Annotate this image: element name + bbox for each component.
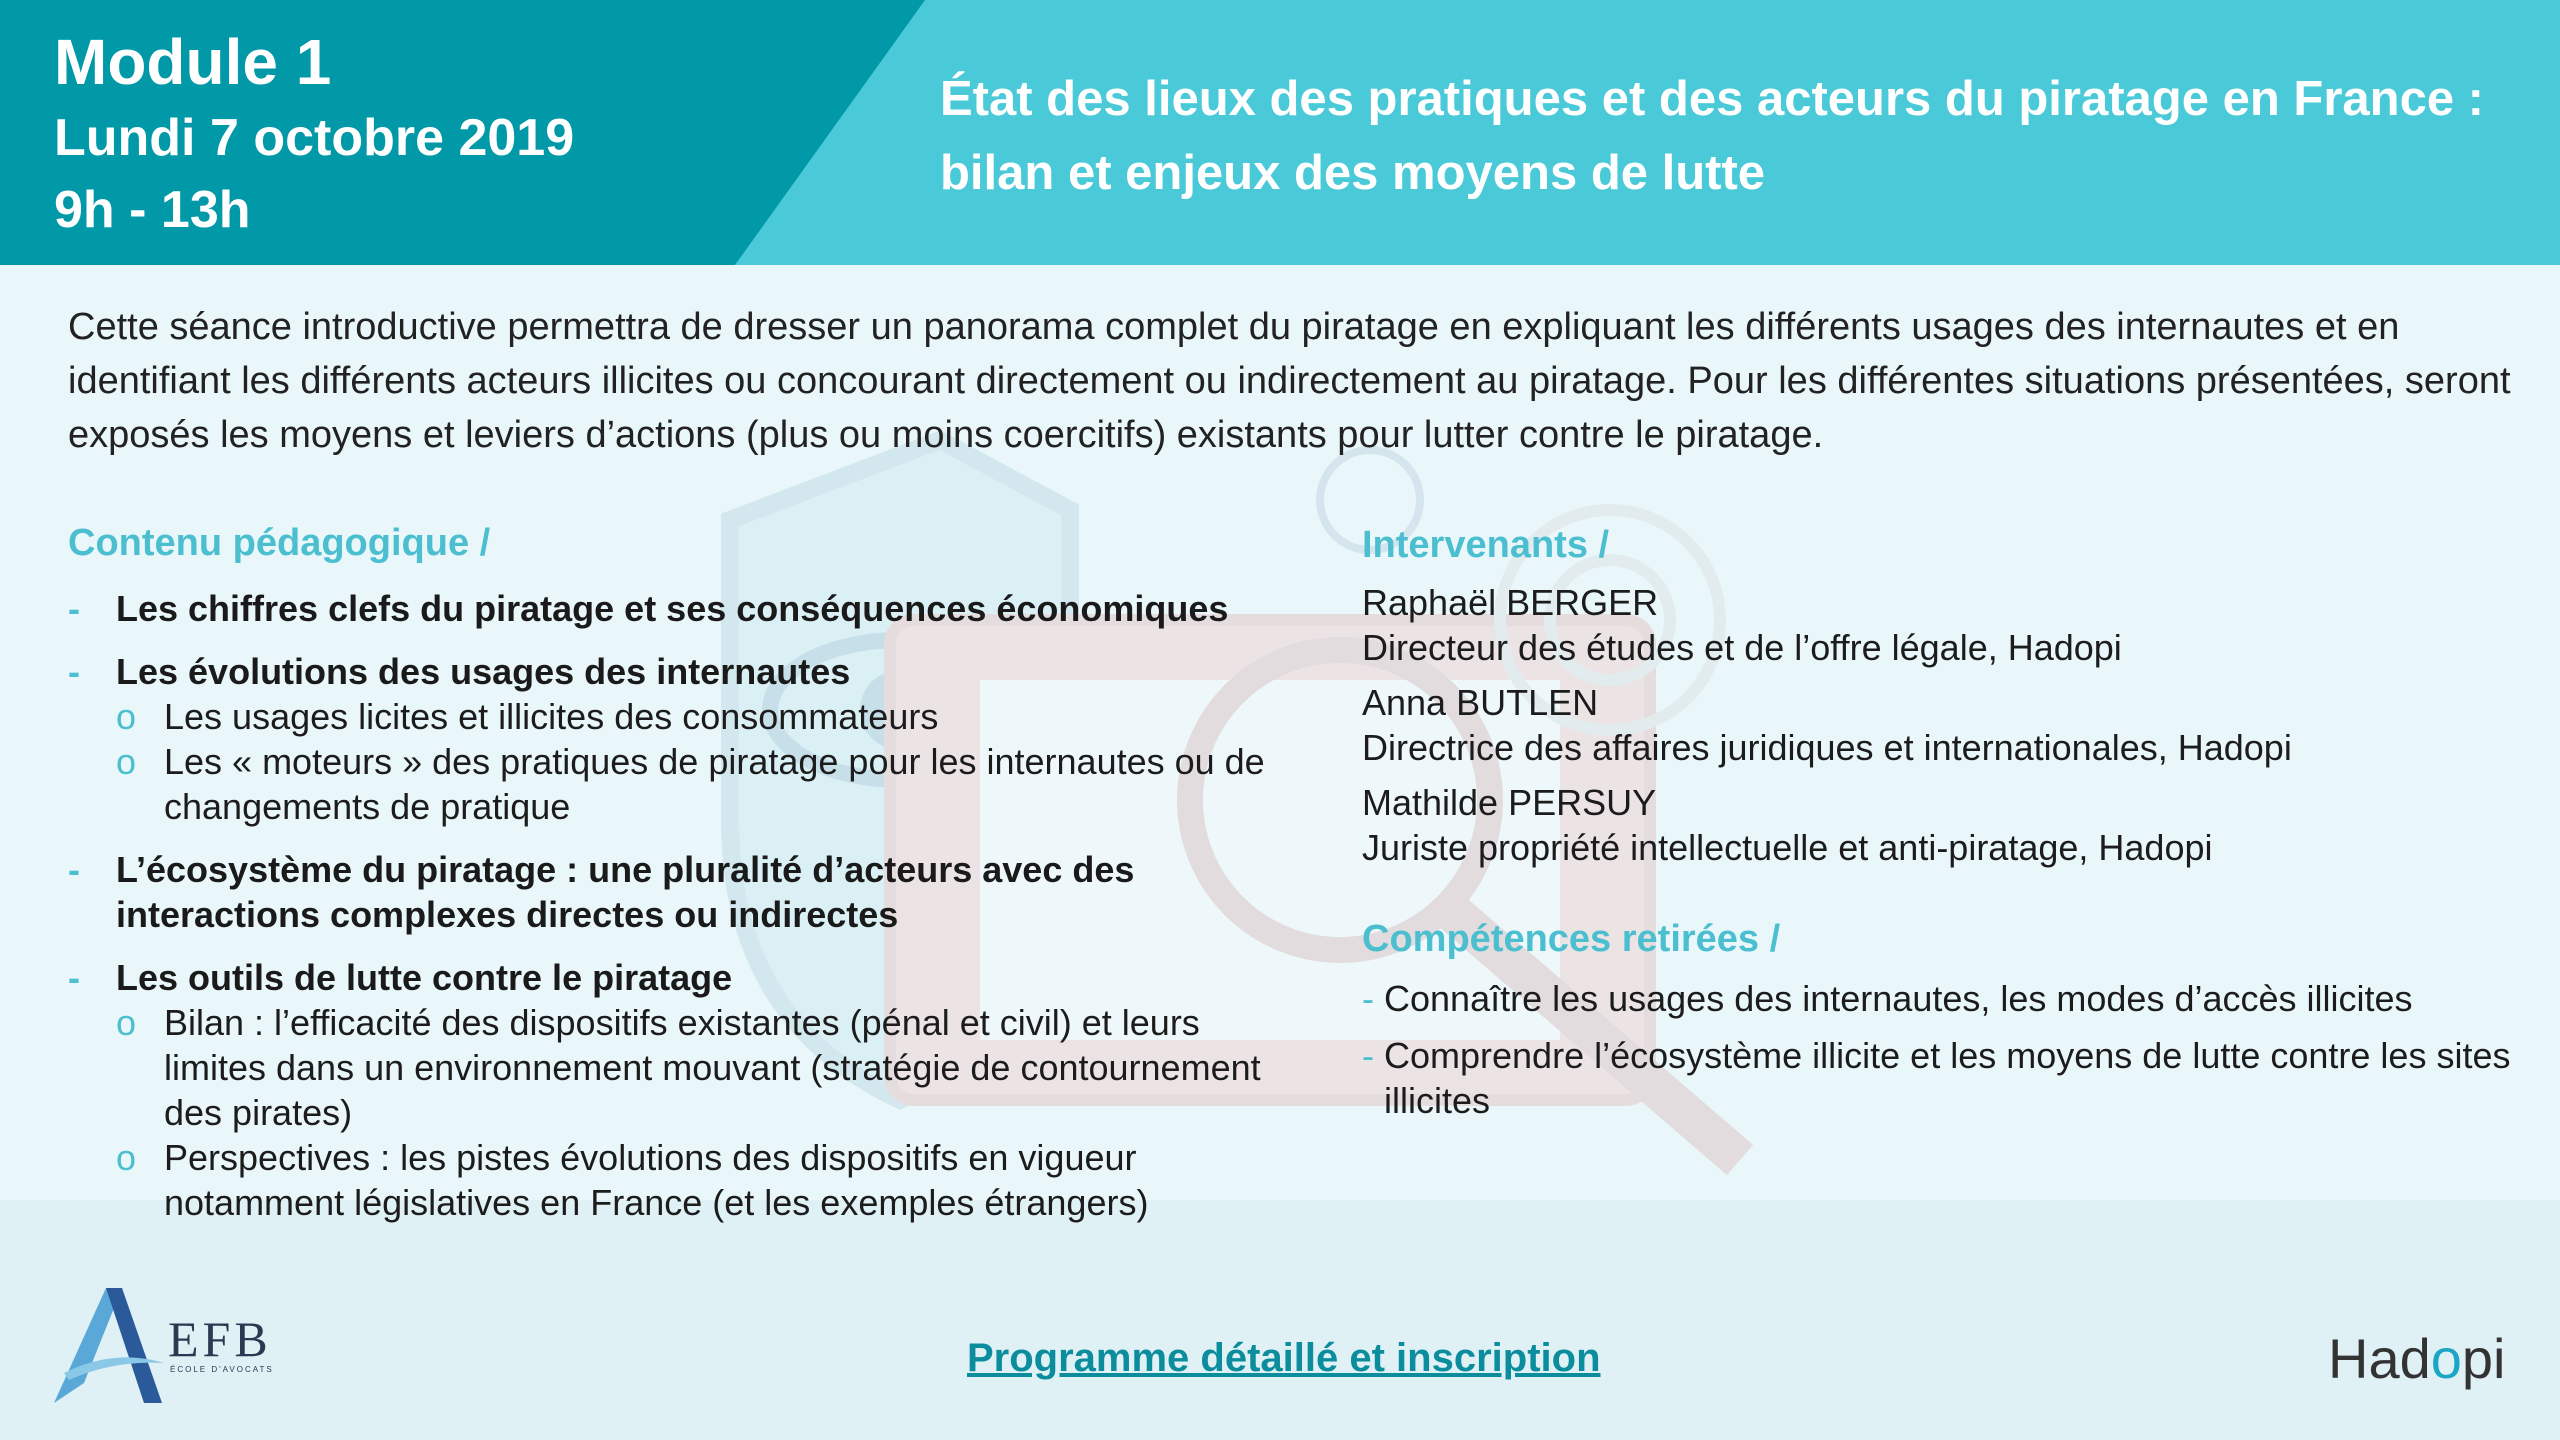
skill-text: Comprendre l’écosystème illicite et les moyens de lutte contre les sites illicites <box>1384 1035 2511 1121</box>
program-registration-link[interactable]: Programme détaillé et inscription <box>967 1336 1601 1380</box>
module-date: Lundi 7 octobre 2019 <box>54 109 575 167</box>
efb-logo-mark <box>44 1278 174 1408</box>
list-item <box>68 847 1308 937</box>
circle-bullet: o <box>116 741 137 782</box>
hadopi-logo-part: pi <box>2461 1327 2506 1390</box>
intervenants-title: Intervenants / <box>1362 524 1610 566</box>
speaker <box>1362 580 2512 670</box>
competences-title: Compétences retirées / <box>1362 918 1781 960</box>
list-item <box>68 586 1308 631</box>
hadopi-logo <box>2328 1326 2505 1391</box>
hadopi-logo-part: Had <box>2328 1327 2431 1390</box>
dash-bullet: - <box>68 849 80 890</box>
module-time: 9h - 13h <box>54 181 251 239</box>
contenu-section <box>68 518 1308 1225</box>
circle-bullet: o <box>116 696 137 737</box>
sub-item-text: Perspectives : les pistes évolutions des dispositifs en vigueur notamment législatives en France (et les exemples étrangers) <box>164 1137 1149 1223</box>
skill-item <box>1362 1033 2512 1123</box>
dash-bullet: - <box>1362 978 1374 1019</box>
sub-item <box>116 739 1308 829</box>
sub-item <box>116 1000 1308 1135</box>
list-item-text: L’écosystème du piratage : une pluralité d’acteurs avec des interactions complexes directes ou indirectes <box>116 849 1135 935</box>
sub-item-text: Bilan : l’efficacité des dispositifs existantes (pénal et civil) et leurs limites dans un environnement mouvant (stratégie de contournement des pirates) <box>164 1002 1261 1133</box>
session-title <box>940 62 2540 210</box>
module-number: Module 1 <box>54 26 332 98</box>
speaker-name: Anna BUTLEN <box>1362 682 1599 723</box>
sub-item <box>116 1135 1308 1225</box>
session-title-line-2: bilan et enjeux des moyens de lutte <box>940 146 1766 200</box>
list-item <box>68 955 1308 1225</box>
list-item-text: Les outils de lutte contre le piratage <box>116 957 733 998</box>
skill-text: Connaître les usages des internautes, les modes d’accès illicites <box>1384 978 2413 1019</box>
module-info <box>54 22 574 246</box>
efb-logo-subtitle: ÉCOLE D'AVOCATS <box>170 1365 274 1374</box>
circle-bullet: o <box>116 1002 137 1043</box>
contenu-title: Contenu pédagogique / <box>68 522 491 564</box>
dash-bullet: - <box>1362 1035 1374 1076</box>
intervenants-section <box>1362 520 2512 1123</box>
dash-bullet: - <box>68 957 80 998</box>
speaker-role: Directeur des études et de l’offre légale, Hadopi <box>1362 627 2122 668</box>
speaker <box>1362 680 2512 770</box>
list-item-text: Les chiffres clefs du piratage et ses conséquences économiques <box>116 588 1229 629</box>
speaker-name: Raphaël BERGER <box>1362 582 1659 623</box>
intro-paragraph: Cette séance introductive permettra de dresser un panorama complet du piratage en expliquant les différents usages des internautes et en identifiant les différents acteurs illicites ou concourant directement ou indirectement au piratage. Pour les différentes situations présentées, seront exposés les moyens et leviers d’actions (plus ou moins coercitifs) existants pour lutter contre le piratage. <box>68 306 2511 456</box>
skill-item <box>1362 976 2512 1021</box>
session-title-line-1: État des lieux des pratiques et des acteurs du piratage en France : <box>940 72 2485 126</box>
speaker-role: Juriste propriété intellectuelle et anti-piratage, Hadopi <box>1362 827 2213 868</box>
dash-bullet: - <box>68 651 80 692</box>
sub-item-text: Les usages licites et illicites des consommateurs <box>164 696 939 737</box>
sub-item-text: Les « moteurs » des pratiques de piratage pour les internautes ou de changements de pratique <box>164 741 1265 827</box>
list-item-text: Les évolutions des usages des internautes <box>116 651 851 692</box>
circle-bullet: o <box>116 1137 137 1178</box>
speaker-role: Directrice des affaires juridiques et internationales, Hadopi <box>1362 727 2292 768</box>
hadopi-logo-accent: o <box>2430 1327 2462 1390</box>
dash-bullet: - <box>68 588 80 629</box>
speaker <box>1362 780 2512 870</box>
efb-logo-text: EFB <box>168 1311 272 1367</box>
speaker-name: Mathilde PERSUY <box>1362 782 1657 823</box>
sub-item <box>116 694 1308 739</box>
bottom-band <box>0 1200 2560 1440</box>
list-item <box>68 649 1308 829</box>
